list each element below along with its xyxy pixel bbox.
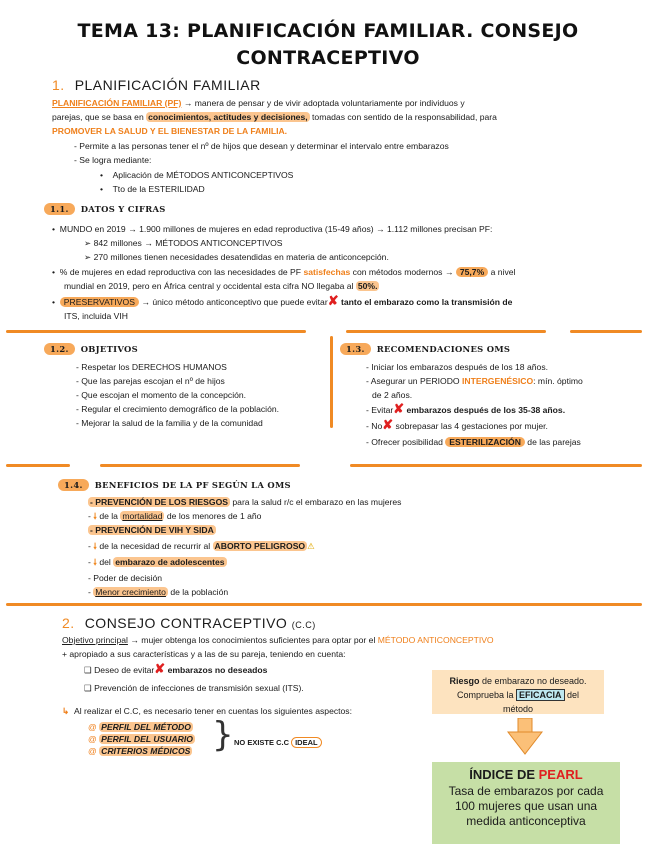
section-1-heading [52,77,261,93]
checklist-1 [84,663,267,677]
data-text: MUNDO en 2019 → 1.900 millones de mujeres en edad reproductiva (15-49 años) → 1.112 millones precisan PF: [59,224,493,234]
aspect-label: CRITERIOS MÉDICOS [101,746,191,756]
benefit-highlight: ABORTO PELIGROSO [214,541,306,551]
page-title: TEMA 13: PLANIFICACIÓN FAMILIAR. CONSEJO [77,20,579,42]
data-line-5 [64,279,379,293]
rec-text: embarazos después de los 35-38 años. [404,405,566,415]
benefit-highlight: Menor crecimiento [95,587,166,597]
column-divider [330,336,333,428]
aspect-label: PERFIL DEL USUARIO [101,734,193,744]
data-highlight: satisfechas [303,267,351,277]
objective-line-2: + apropiado a sus características y a las de su pareja, teniendo en cuenta: [62,649,346,659]
rec-text: sobrepasar las 4 gestaciones por mujer. [393,421,548,431]
objective-3: - Que escojan el momento de la concepción. [76,390,247,400]
benefit-text: de la [96,511,121,521]
divider [6,603,642,606]
subsection-title: DATOS Y CIFRAS [80,204,166,214]
benefit-text: para la salud r/c el embarazo en las mujeres [230,497,402,507]
benefit-5: - 🠗 del embarazo de adolescentes [88,557,225,567]
brace-icon: } [212,715,234,755]
checklist-text: ❑ Deseo de evitar [84,665,155,675]
checklist-2: ❑ Prevención de infecciones de transmisión sexual (ITS). [84,683,304,693]
divider [350,464,642,467]
benefit-text: del [96,557,114,567]
benefit-highlight: - PREVENCIÓN DE LOS RIESGOS [90,497,228,507]
data-text: con métodos modernos → [350,267,456,277]
rec-highlight: INTERGENÉSICO [462,376,534,386]
objective-text: → mujer obtenga los conocimientos suficientes para optar por el [127,635,378,645]
definition-line-1 [52,96,465,110]
data-percent: 50%. [357,281,378,291]
benefit-2: - 🠗 de la mortalidad de los menores de 1 año [88,511,262,521]
down-arrow-icon: 🠗 [93,511,97,521]
rec-text: : mín. óptimo [533,376,583,386]
section-number: 1. [52,77,65,93]
recommendation-2-cont: de 2 años. [372,390,413,400]
data-line-6: • PRESERVATIVOS → único método anticonceptivo que puede evitar✘ tanto el embarazo como la transmisión de [52,293,513,308]
benefit-text: de los menores de 1 año [164,511,262,521]
objective-2: - Que las parejas escojan el nº de hijos [76,376,225,386]
warning-icon: ⚠ [307,541,315,551]
definition-highlight: conocimientos, actitudes y decisiones, [148,112,308,122]
data-line-1: • MUNDO en 2019 → 1.900 millones de mujeres en edad reproductiva (15-49 años) → 1.112 millones precisan PF: [52,224,493,234]
divider [100,464,300,467]
at-icon: @ [88,734,97,744]
data-text: mundial en 2019, pero en África central y occidental esta cifra NO llegaba al [64,281,356,291]
benefit-4: - 🠗 de la necesidad de recurrir al ABORTO PELIGROSO ⚠ [88,541,315,551]
ideal-note [234,736,322,750]
objective-highlight: MÉTODO ANTICONCEPTIVO [377,635,494,645]
checklist-text: embarazos no deseados [165,665,268,675]
data-text: % de mujeres en edad reproductiva con las necesidades de PF [59,267,304,277]
benefit-highlight: - PREVENCIÓN DE VIH Y SIDA [90,525,214,535]
aspect-3 [88,744,192,758]
definition-line-2 [52,110,497,124]
pearl-desc-1: Tasa de embarazos por cada [448,784,604,798]
note-text: NO EXISTE C.C [234,738,292,747]
recommendation-1: - Iniciar los embarazos después de los 18 años. [366,362,549,372]
recommendation-4 [366,419,548,433]
rec-text: - Evitar [366,405,394,415]
aspect-label: PERFIL DEL MÉTODO [101,722,191,732]
subsection-1-1-heading [44,204,166,214]
page-title-line2: CONTRACEPTIVO [236,47,420,69]
cross-icon: ✘ [327,293,339,308]
callout-bold: Riesgo [449,676,480,686]
pearl-title-text: ÍNDICE DE [469,767,539,782]
callout-line-2 [432,688,604,702]
benefit-6: - Poder de decisión [88,573,163,583]
data-line-2: ➢ 842 millones → MÉTODOS ANTICONCEPTIVOS [84,238,283,248]
definition-line-3: PROMOVER LA SALUD Y EL BIENESTAR DE LA FAMILIA. [52,126,288,136]
subsection-1-3-heading [340,344,510,354]
subsection-tag: 1.4. [58,479,89,491]
recommendation-5 [366,435,581,449]
aspects-text: Al realizar el C.C, es necesario tener en cuentas los siguientes aspectos: [73,706,352,716]
down-arrow-icon: 🠗 [93,557,97,567]
cross-icon: ✘ [393,401,405,416]
rec-text: - Asegurar un PERIODO [366,376,462,386]
note-ideal: IDEAL [291,737,322,748]
pearl-title-name: PEARL [538,767,583,782]
bullet-text: Aplicación de MÉTODOS ANTICONCEPTIVOS [112,170,294,180]
section-title: CONSEJO CONTRACEPTIVO [84,615,288,631]
divider [6,464,70,467]
recommendation-3 [366,403,565,417]
data-text: tanto el embarazo como la transmisión de [338,297,513,307]
pearl-desc-3: medida anticonceptiva [466,814,586,828]
subsection-1-2-heading [44,344,138,354]
cross-icon: ✘ [154,661,166,676]
data-highlight: PRESERVATIVOS [60,297,139,307]
data-text: → único método anticonceptivo que puede evitar [138,297,328,307]
subsection-1-4-heading [58,480,291,490]
objective-line [62,633,494,647]
definition-term: PLANIFICACIÓN FAMILIAR (PF) [52,98,182,108]
objective-1: - Respetar los DERECHOS HUMANOS [76,362,227,372]
risk-callout [432,670,604,714]
rec-text: - Ofrecer posibilidad [366,437,446,447]
section-number: 2. [62,615,75,631]
down-arrow-icon: 🠗 [93,541,97,551]
divider [6,330,306,333]
benefit-text: de la población [167,587,229,597]
section-title: PLANIFICACIÓN FAMILIAR [74,77,261,93]
callout-text: Comprueba la [456,690,517,700]
data-line-7: ITS, incluida VIH [64,311,128,321]
pearl-title [432,766,620,784]
down-arrow-icon [506,718,546,758]
data-percent: 75,7% [456,267,488,277]
objective-4: - Regular el crecimiento demográfico de la población. [76,404,280,414]
benefit-highlight: embarazo de adolescentes [115,557,225,567]
callout-text: de embarazo no deseado. [479,676,587,686]
benefit-3 [88,523,216,537]
definition-text: → manera de pensar y de vivir adoptada voluntariamente por individuos y [181,98,465,108]
definition-text: parejas, que se basa en [52,112,147,122]
point-2: - Se logra mediante: [74,155,152,165]
rec-text: de las parejas [524,437,581,447]
definition-text: tomadas con sentido de la responsabilidad, para [309,112,497,122]
return-arrow-icon: ↳ [62,706,70,716]
data-line-3: ➢ 270 millones tienen necesidades desatendidas en materia de anticoncepción. [84,252,389,262]
benefit-highlight: mortalidad [122,511,163,521]
objective-5: - Mejorar la salud de la familia y de la comunidad [76,418,263,428]
data-line-4: • % de mujeres en edad reproductiva con las necesidades de PF satisfechas con métodos modernos → 75,7% a nivel [52,267,516,277]
benefit-1 [88,495,401,509]
callout-text: del [564,690,580,700]
pearl-desc-2: 100 mujeres que usan una [454,799,598,813]
pearl-index-box [432,762,620,844]
subsection-tag: 1.3. [340,343,371,355]
cross-icon: ✘ [382,417,394,432]
subsection-title: RECOMENDACIONES OMS [376,344,511,354]
data-text: a nivel [488,267,516,277]
section-abbr: (C.C) [291,620,316,630]
bullet-text: Tto de la ESTERILIDAD [112,184,205,194]
benefit-text: de la necesidad de recurrir al [96,541,213,551]
benefit-7 [88,585,228,599]
divider [346,330,546,333]
subsection-tag: 1.2. [44,343,75,355]
rec-text: - No [366,421,383,431]
point-1: - Permite a las personas tener el nº de hijos que desean y determinar el intervalo entre embarazos [74,141,449,151]
callout-line-1 [432,674,604,688]
section-2-heading [62,615,316,631]
aspects-intro [62,704,352,718]
subsection-tag: 1.1. [44,203,75,215]
at-icon: @ [88,722,97,732]
subsection-title: BENEFICIOS DE LA PF SEGÚN LA OMS [94,480,291,490]
callout-efficacy: EFICACIA [516,689,565,701]
benefit-text: - [88,587,94,597]
objective-label: Objetivo principal [62,635,128,645]
bullet-1: • Aplicación de MÉTODOS ANTICONCEPTIVOS [100,170,294,180]
divider [570,330,642,333]
recommendation-2 [366,374,583,388]
rec-highlight: ESTERILIZACIÓN [445,437,525,447]
callout-line-3: método [502,704,534,714]
at-icon: @ [88,746,97,756]
bullet-2: • Tto de la ESTERILIDAD [100,184,205,194]
subsection-title: OBJETIVOS [80,344,138,354]
